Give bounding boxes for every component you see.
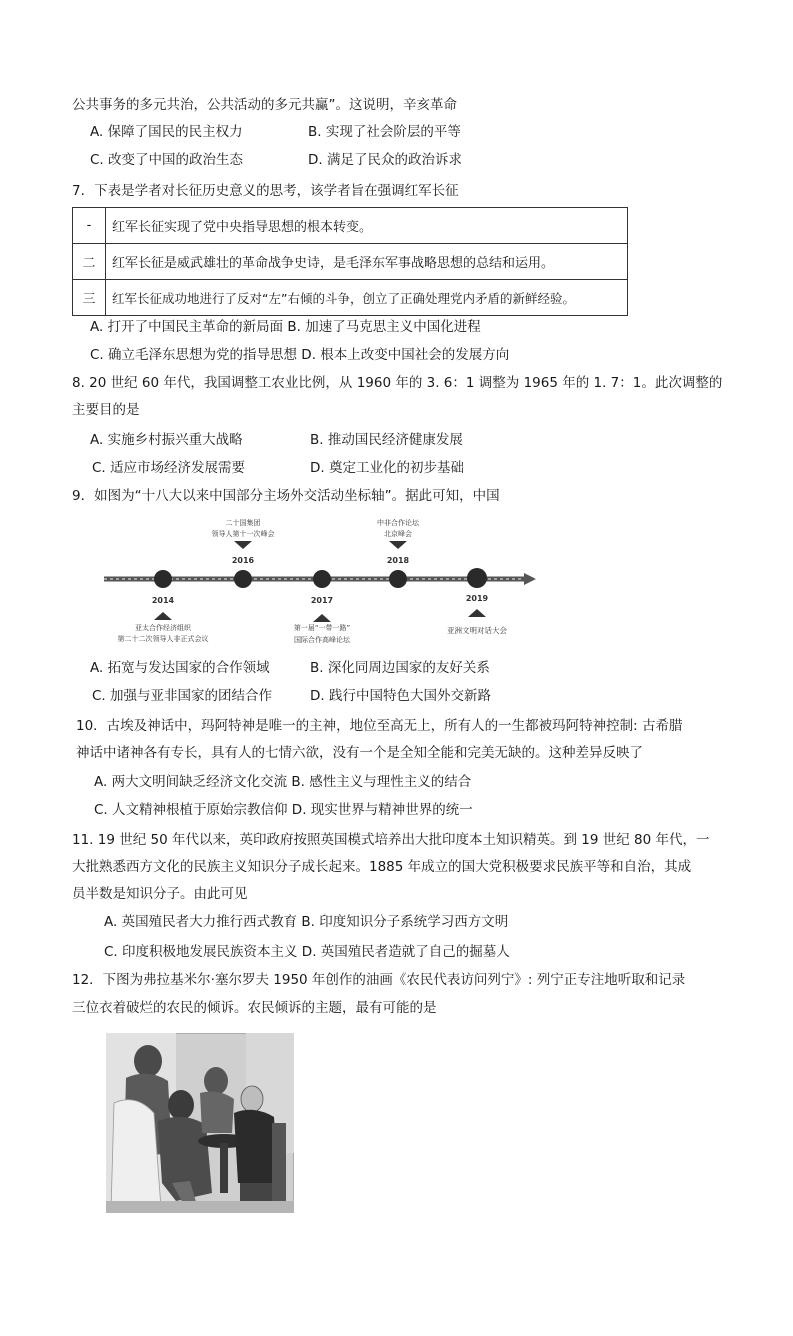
row-number: 二 bbox=[73, 244, 106, 280]
q7-stem: 7．下表是学者对长征历史意义的思考，该学者旨在强调红军长征 bbox=[72, 183, 459, 199]
q11-stem-line3: 员半数是知识分子。由此可见 bbox=[72, 886, 248, 902]
row-text: 红军长征成功地进行了反对“左”右倾的斗争，创立了正确处理党内矛盾的新鲜经验。 bbox=[106, 280, 628, 316]
q10-stem-line1: 10．古埃及神话中，玛阿特神是唯一的主神，地位至高无上，所有人的一生都被玛阿特神控制: 古希腊 bbox=[76, 718, 683, 734]
q9-stem: 9．如图为“十八大以来中国部分主场外交活动坐标轴”。据此可知，中国 bbox=[72, 488, 500, 504]
q10-options-cd: C. 人文精神根植于原始宗教信仰 D. 现实世界与精神世界的统一 bbox=[94, 802, 473, 818]
event-apec-line1: 亚太合作经济组织 bbox=[135, 624, 191, 632]
marker-up-icon bbox=[468, 609, 486, 617]
q6-option-d: D. 满足了民众的政治诉求 bbox=[308, 152, 462, 168]
event-bri-line2: 国际合作高峰论坛 bbox=[294, 636, 350, 644]
timeline-dot-2017 bbox=[313, 570, 331, 588]
row-text: 红军长征实现了党中央指导思想的根本转变。 bbox=[106, 208, 628, 244]
q12-stem-line2: 三位衣着破烂的农民的倾诉。农民倾诉的主题，最有可能的是 bbox=[72, 1000, 437, 1016]
q6-stem: 公共事务的多元共治，公共活动的多元共赢”。这说明，辛亥革命 bbox=[72, 97, 457, 113]
timeline-dot-2014 bbox=[154, 570, 172, 588]
row-number: - bbox=[73, 208, 106, 244]
table-row bbox=[73, 244, 628, 280]
q8-option-a: A. 实施乡村振兴重大战略 bbox=[90, 432, 243, 448]
table-row bbox=[73, 280, 628, 316]
q12-stem-line1: 12．下图为弗拉基米尔·塞尔罗夫 1950 年创作的油画《农民代表访问列宁》: 列宁正专注地听取和记录 bbox=[72, 972, 686, 988]
q11-stem-line2: 大批熟悉西方文化的民族主义知识分子成长起来。1885 年成立的国大党积极要求民族平等和自治，其成 bbox=[72, 859, 692, 875]
q11-stem-line1: 11. 19 世纪 50 年代以来，英印政府按照英国模式培养出大批印度本土知识精英。到 19 世纪 80 年代，一 bbox=[72, 832, 710, 848]
year-2019: 2019 bbox=[465, 594, 489, 603]
timeline-dot-2019 bbox=[467, 568, 487, 588]
q11-options-ab: A. 英国殖民者大力推行西式教育 B. 印度知识分子系统学习西方文明 bbox=[104, 914, 509, 930]
q8-stem-line2: 主要目的是 bbox=[72, 402, 140, 418]
q9-option-b: B. 深化同周边国家的友好关系 bbox=[310, 660, 490, 676]
lenin-painting-image bbox=[106, 1033, 294, 1213]
row-number: 三 bbox=[73, 280, 106, 316]
year-2016: 2016 bbox=[231, 556, 255, 565]
q7-options-ab: A. 打开了中国民主革命的新局面 B. 加速了马克思主义中国化进程 bbox=[90, 319, 481, 335]
q9-option-d: D. 践行中国特色大国外交新路 bbox=[310, 688, 491, 704]
marker-up-icon bbox=[154, 612, 172, 620]
event-bri-line1: 第一届“一带一路” bbox=[293, 624, 351, 632]
event-apec-line2: 第二十二次领导人非正式会议 bbox=[117, 635, 209, 643]
q10-stem-line2: 神话中诸神各有专长，具有人的七情六欲，没有一个是全知全能和完美无缺的。这种差异反映了 bbox=[76, 745, 643, 761]
q9-option-c: C. 加强与亚非国家的团结合作 bbox=[92, 688, 273, 704]
timeline-dot-2018 bbox=[389, 570, 407, 588]
q8-option-c: C. 适应市场经济发展需要 bbox=[92, 460, 246, 476]
q6-option-b: B. 实现了社会阶层的平等 bbox=[308, 124, 461, 140]
q6-option-c: C. 改变了中国的政治生态 bbox=[90, 152, 244, 168]
marker-down-icon bbox=[234, 541, 252, 549]
marker-down-icon bbox=[389, 541, 407, 549]
event-cdac: 亚洲文明对话大会 bbox=[447, 626, 507, 635]
q11-options-cd: C. 印度积极地发展民族资本主义 D. 英国殖民者造就了自己的掘墓人 bbox=[104, 944, 510, 960]
year-2017: 2017 bbox=[310, 596, 334, 605]
q6-option-a: A. 保障了国民的民主权力 bbox=[90, 124, 243, 140]
q8-option-d: D. 奠定工业化的初步基础 bbox=[310, 460, 464, 476]
event-focac-line2: 北京峰会 bbox=[384, 530, 412, 538]
event-g20-line2: 领导人第十一次峰会 bbox=[211, 530, 275, 538]
row-text: 红军长征是威武雄壮的革命战争史诗，是毛泽东军事战略思想的总结和运用。 bbox=[106, 244, 628, 280]
timeline-dot-2016 bbox=[234, 570, 252, 588]
timeline-arrow-icon bbox=[524, 573, 536, 585]
event-g20-line1: 二十国集团 bbox=[225, 519, 261, 527]
diplomacy-timeline-diagram bbox=[96, 515, 542, 650]
q8-stem-line1: 8. 20 世纪 60 年代，我国调整工农业比例，从 1960 年的 3. 6：1 调整为 1965 年的 1. 7：1。此次调整的 bbox=[72, 375, 723, 391]
year-2018: 2018 bbox=[386, 556, 410, 565]
event-focac-line1: 中非合作论坛 bbox=[377, 519, 419, 527]
q10-options-ab: A. 两大文明间缺乏经济文化交流 B. 感性主义与理性主义的结合 bbox=[94, 774, 472, 790]
q7-table bbox=[72, 207, 628, 316]
marker-up-icon bbox=[313, 614, 331, 622]
q9-option-a: A. 拓宽与发达国家的合作领域 bbox=[90, 660, 270, 676]
q8-option-b: B. 推动国民经济健康发展 bbox=[310, 432, 463, 448]
table-row bbox=[73, 208, 628, 244]
q7-options-cd: C. 确立毛泽东思想为党的指导思想 D. 根本上改变中国社会的发展方向 bbox=[90, 347, 510, 363]
year-2014: 2014 bbox=[151, 596, 175, 605]
